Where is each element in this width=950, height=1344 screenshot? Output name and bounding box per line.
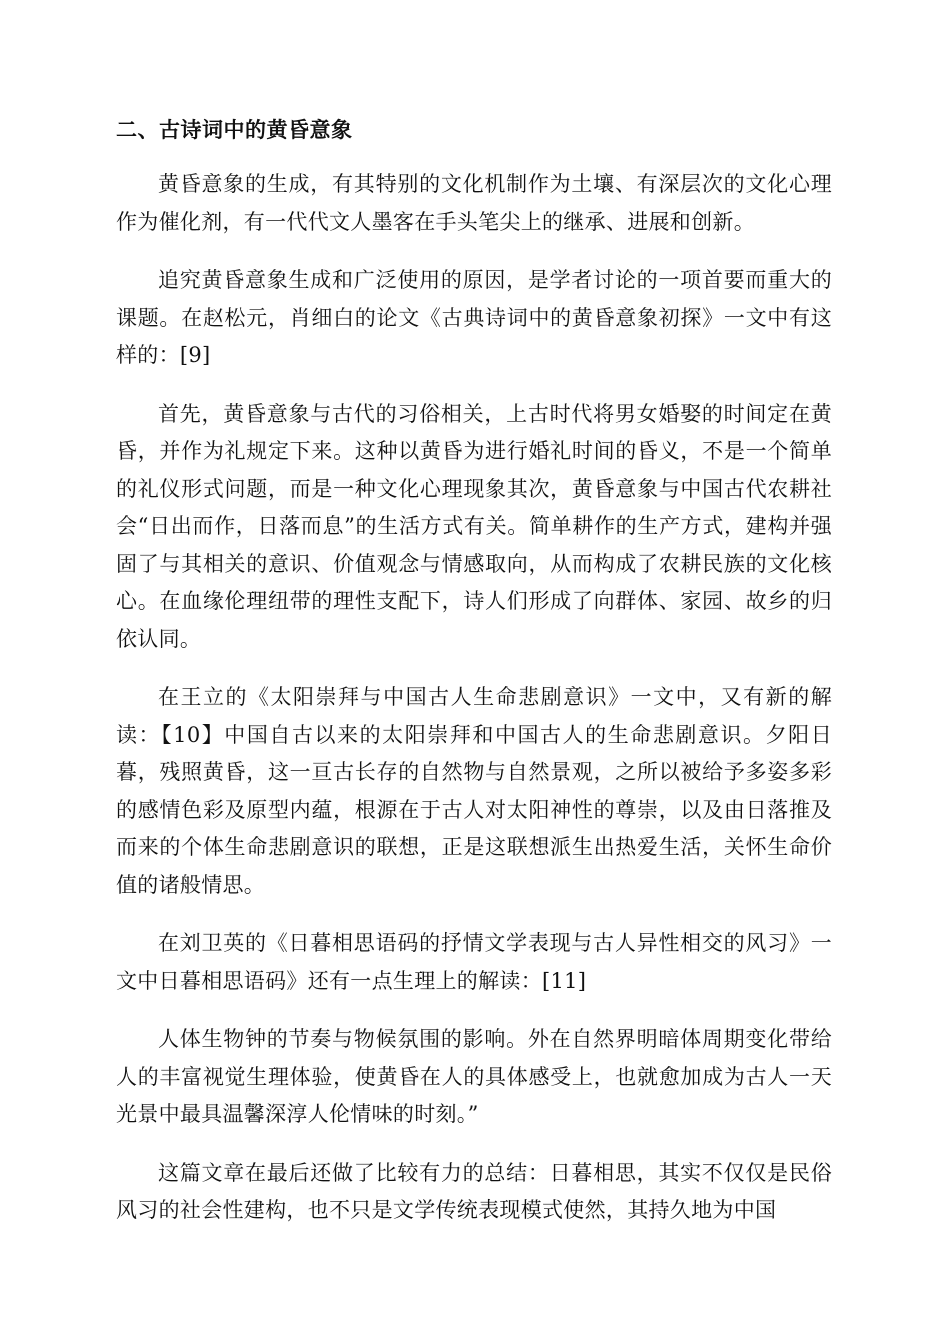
paragraph-2: 追究黄昏意象生成和广泛使用的原因，是学者讨论的一项首要而重大的课题。在赵松元，肖细白的论文《古典诗词中的黄昏意象初探》一文中有这样的：[9] xyxy=(116,268,832,367)
section-heading: 二、古诗词中的黄昏意象 xyxy=(116,118,353,142)
paragraph-4: 在王立的《太阳崇拜与中国古人生命悲剧意识》一文中，又有新的解读：【10】中国自古以来的太阳崇拜和中国古人的生命悲剧意识。夕阳日暮，残照黄昏，这一亘古长存的自然物与自然景观，之所以被给予多姿多彩的感情色彩及原型内蕴，根源在于古人对太阳神性的尊崇，以及由日落推及而来的个体生命悲剧意识的联想，正是这联想派生出热爱生活，关怀生命价值的诸般情思。 xyxy=(116,685,832,897)
paragraph-5: 在刘卫英的《日暮相思语码的抒情文学表现与古人异性相交的风习》一文中日暮相思语码》还有一点生理上的解读：[11] xyxy=(116,931,832,993)
paragraph-1: 黄昏意象的生成，有其特别的文化机制作为土壤、有深层次的文化心理作为催化剂，有一代代文人墨客在手头笔尖上的继承、进展和创新。 xyxy=(116,172,832,234)
paragraph-3: 首先，黄昏意象与古代的习俗相关，上古时代将男女婚娶的时间定在黄昏，并作为礼规定下来。这种以黄昏为进行婚礼时间的昏义，不是一个简单的礼仪形式问题，而是一种文化心理现象其次，黄昏意象与中国古代农耕社会“日出而作，日落而息”的生活方式有关。简单耕作的生产方式，建构并强固了与其相关的意识、价值观念与情感取向，从而构成了农耕民族的文化核心。在血缘伦理纽带的理性支配下，诗人们形成了向群体、家园、故乡的归依认同。 xyxy=(116,401,832,651)
document-page xyxy=(116,112,832,1251)
paragraph-7: 这篇文章在最后还做了比较有力的总结：日暮相思，其实不仅仅是民俗风习的社会性建构，也不只是文学传统表现模式使然，其持久地为中国 xyxy=(116,1160,832,1222)
paragraph-6: 人体生物钟的节奏与物候氛围的影响。外在自然界明暗体周期变化带给人的丰富视觉生理体验，使黄昏在人的具体感受上，也就愈加成为古人一天光景中最具温馨深淳人伦情味的时刻。” xyxy=(116,1027,832,1126)
